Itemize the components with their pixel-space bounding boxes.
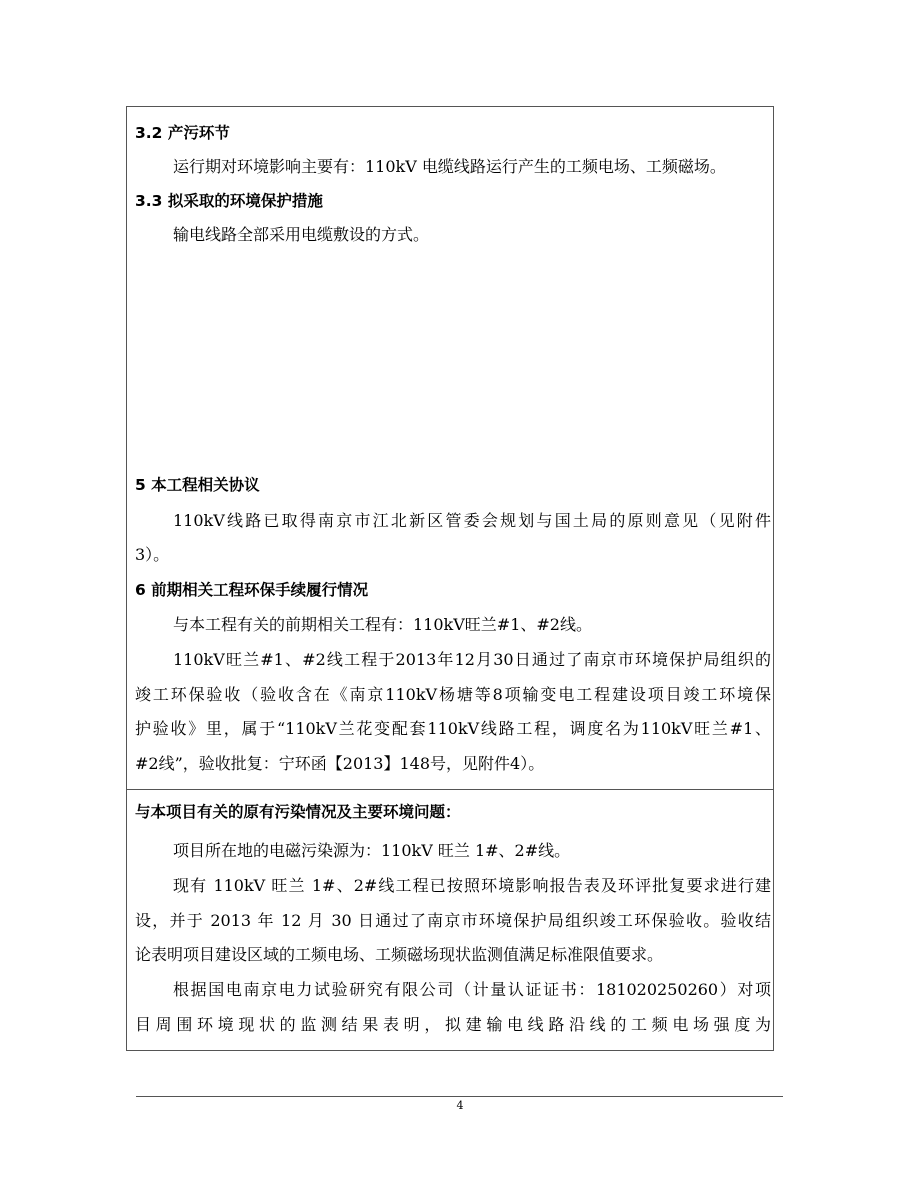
paragraph-5-line2: 3）。 (135, 545, 170, 564)
paragraph-3-3: 输电线路全部采用电缆敷设的方式。 (173, 225, 430, 244)
section-box-existing-pollution (126, 789, 774, 1051)
paragraph-5-line1: 110kV线路已取得南京市江北新区管委会规划与国土局的原则意见（见附件 (173, 511, 771, 530)
paragraph-3-2: 运行期对环境影响主要有：110kV 电缆线路运行产生的工频电场、工频磁场。 (173, 157, 726, 176)
page-number: 4 (456, 1099, 464, 1112)
footer-divider (136, 1096, 783, 1097)
paragraph-existing-line2: 设，并于 2013 年 12 月 30 日通过了南京市环境保护局组织竣工环保验收。验收结 (135, 911, 771, 930)
paragraph-monitoring-line1: 根据国电南京电力试验研究有限公司（计量认证证书：181020250260）对项 (173, 980, 771, 999)
paragraph-6b-line2: 竣工环保验收（验收含在《南京110kV杨塘等8项输变电工程建设项目竣工环境保 (135, 685, 771, 704)
paragraph-6b-line1: 110kV旺兰#1、#2线工程于2013年12月30日通过了南京市环境保护局组织的 (173, 650, 771, 669)
heading-3-2: 3.2 产污环节 (135, 124, 230, 142)
existing-pollution-heading: 与本项目有关的原有污染情况及主要环境问题： (135, 803, 461, 821)
heading-3-3: 3.3 拟采取的环境保护措施 (135, 192, 323, 210)
section-box-project-analysis (126, 106, 774, 790)
paragraph-6b-line3: 护验收》里，属于“110kV兰花变配套110kV线路工程，调度名为110kV旺兰#1、 (135, 719, 771, 738)
paragraph-6a: 与本工程有关的前期相关工程有：110kV旺兰#1、#2线。 (173, 615, 592, 634)
paragraph-existing-line1: 现有 110kV 旺兰 1#、2#线工程已按照环境影响报告表及环评批复要求进行建 (173, 876, 771, 895)
paragraph-6b-line4: #2线”，验收批复：宁环函【2013】148号，见附件4）。 (135, 754, 545, 773)
heading-6: 6 前期相关工程环保手续履行情况 (135, 581, 369, 599)
heading-5: 5 本工程相关协议 (135, 476, 260, 494)
paragraph-monitoring-line2: 目周围环境现状的监测结果表明，拟建输电线路沿线的工频电场强度为 (135, 1015, 771, 1034)
paragraph-existing-line3: 论表明项目建设区域的工频电场、工频磁场现状监测值满足标准限值要求。 (135, 945, 664, 964)
paragraph-pollution-source: 项目所在地的电磁污染源为：110kV 旺兰 1#、2#线。 (173, 841, 571, 860)
